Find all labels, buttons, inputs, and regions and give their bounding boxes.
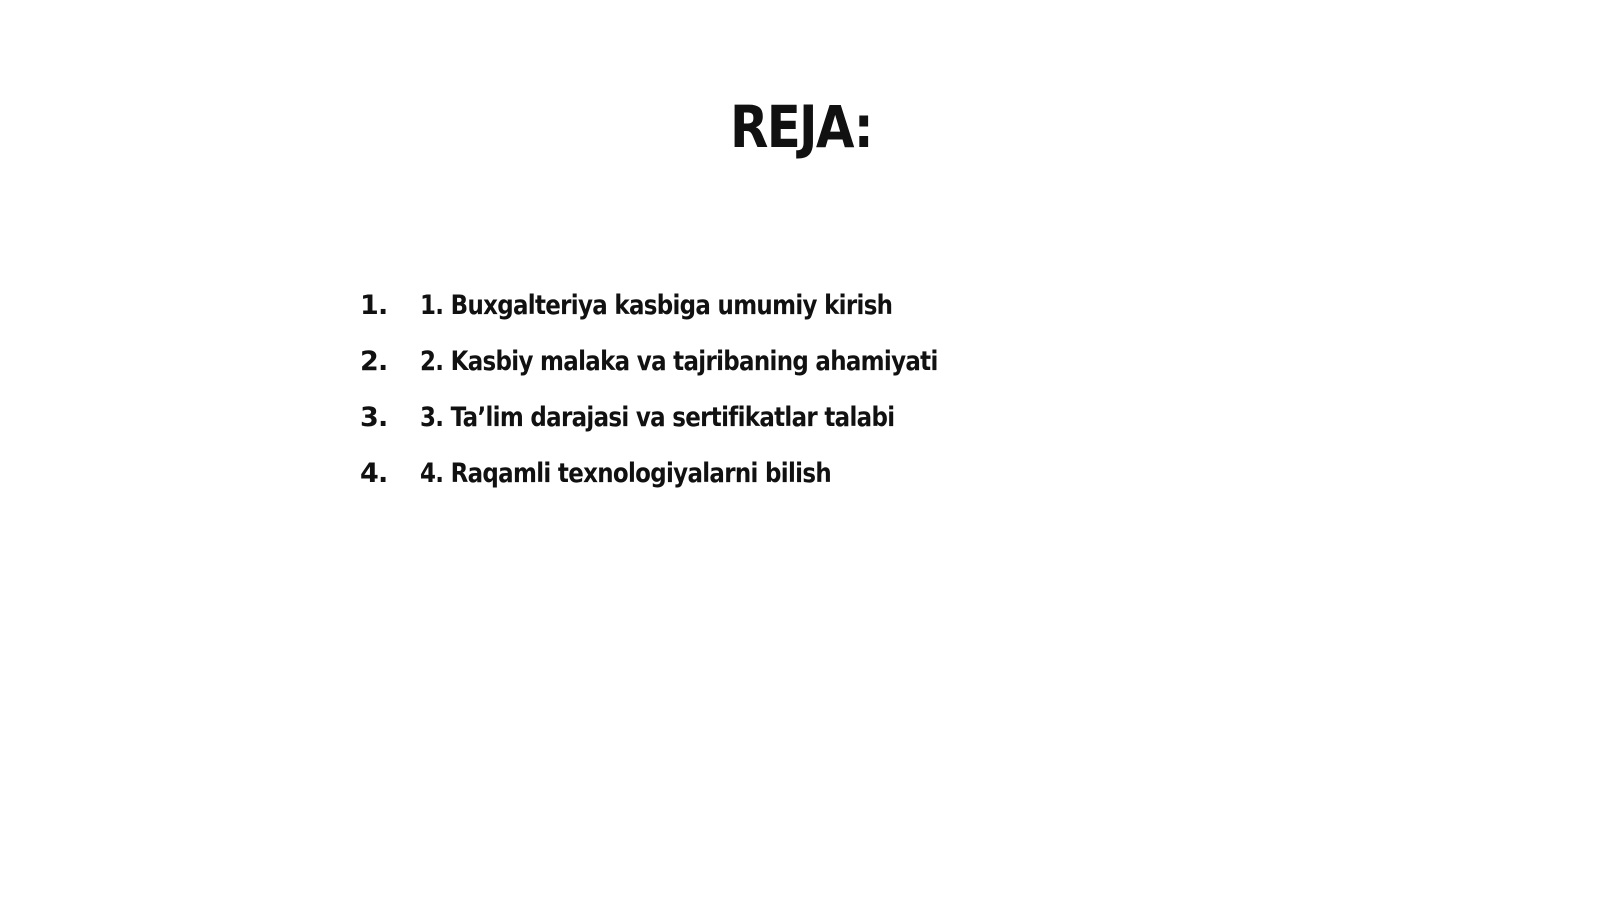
list-item (360, 346, 1029, 402)
list-item-text: 2. Kasbiy malaka va tajribaning ahamiyati (420, 346, 938, 377)
plan-list (360, 290, 1029, 514)
list-item-number: 4. (360, 458, 388, 489)
slide-title: REJA: (730, 93, 872, 161)
list-item (360, 290, 1029, 346)
list-item (360, 458, 1029, 514)
list-item (360, 402, 1029, 458)
list-item-text: 4. Raqamli texnologiyalarni bilish (420, 458, 831, 489)
list-item-number: 1. (360, 290, 388, 321)
list-item-number: 2. (360, 346, 388, 377)
list-item-text: 1. Buxgalteriya kasbiga umumiy kirish (420, 290, 893, 321)
list-item-text: 3. Ta’lim darajasi va sertifikatlar talabi (420, 402, 895, 433)
list-item-number: 3. (360, 402, 388, 433)
